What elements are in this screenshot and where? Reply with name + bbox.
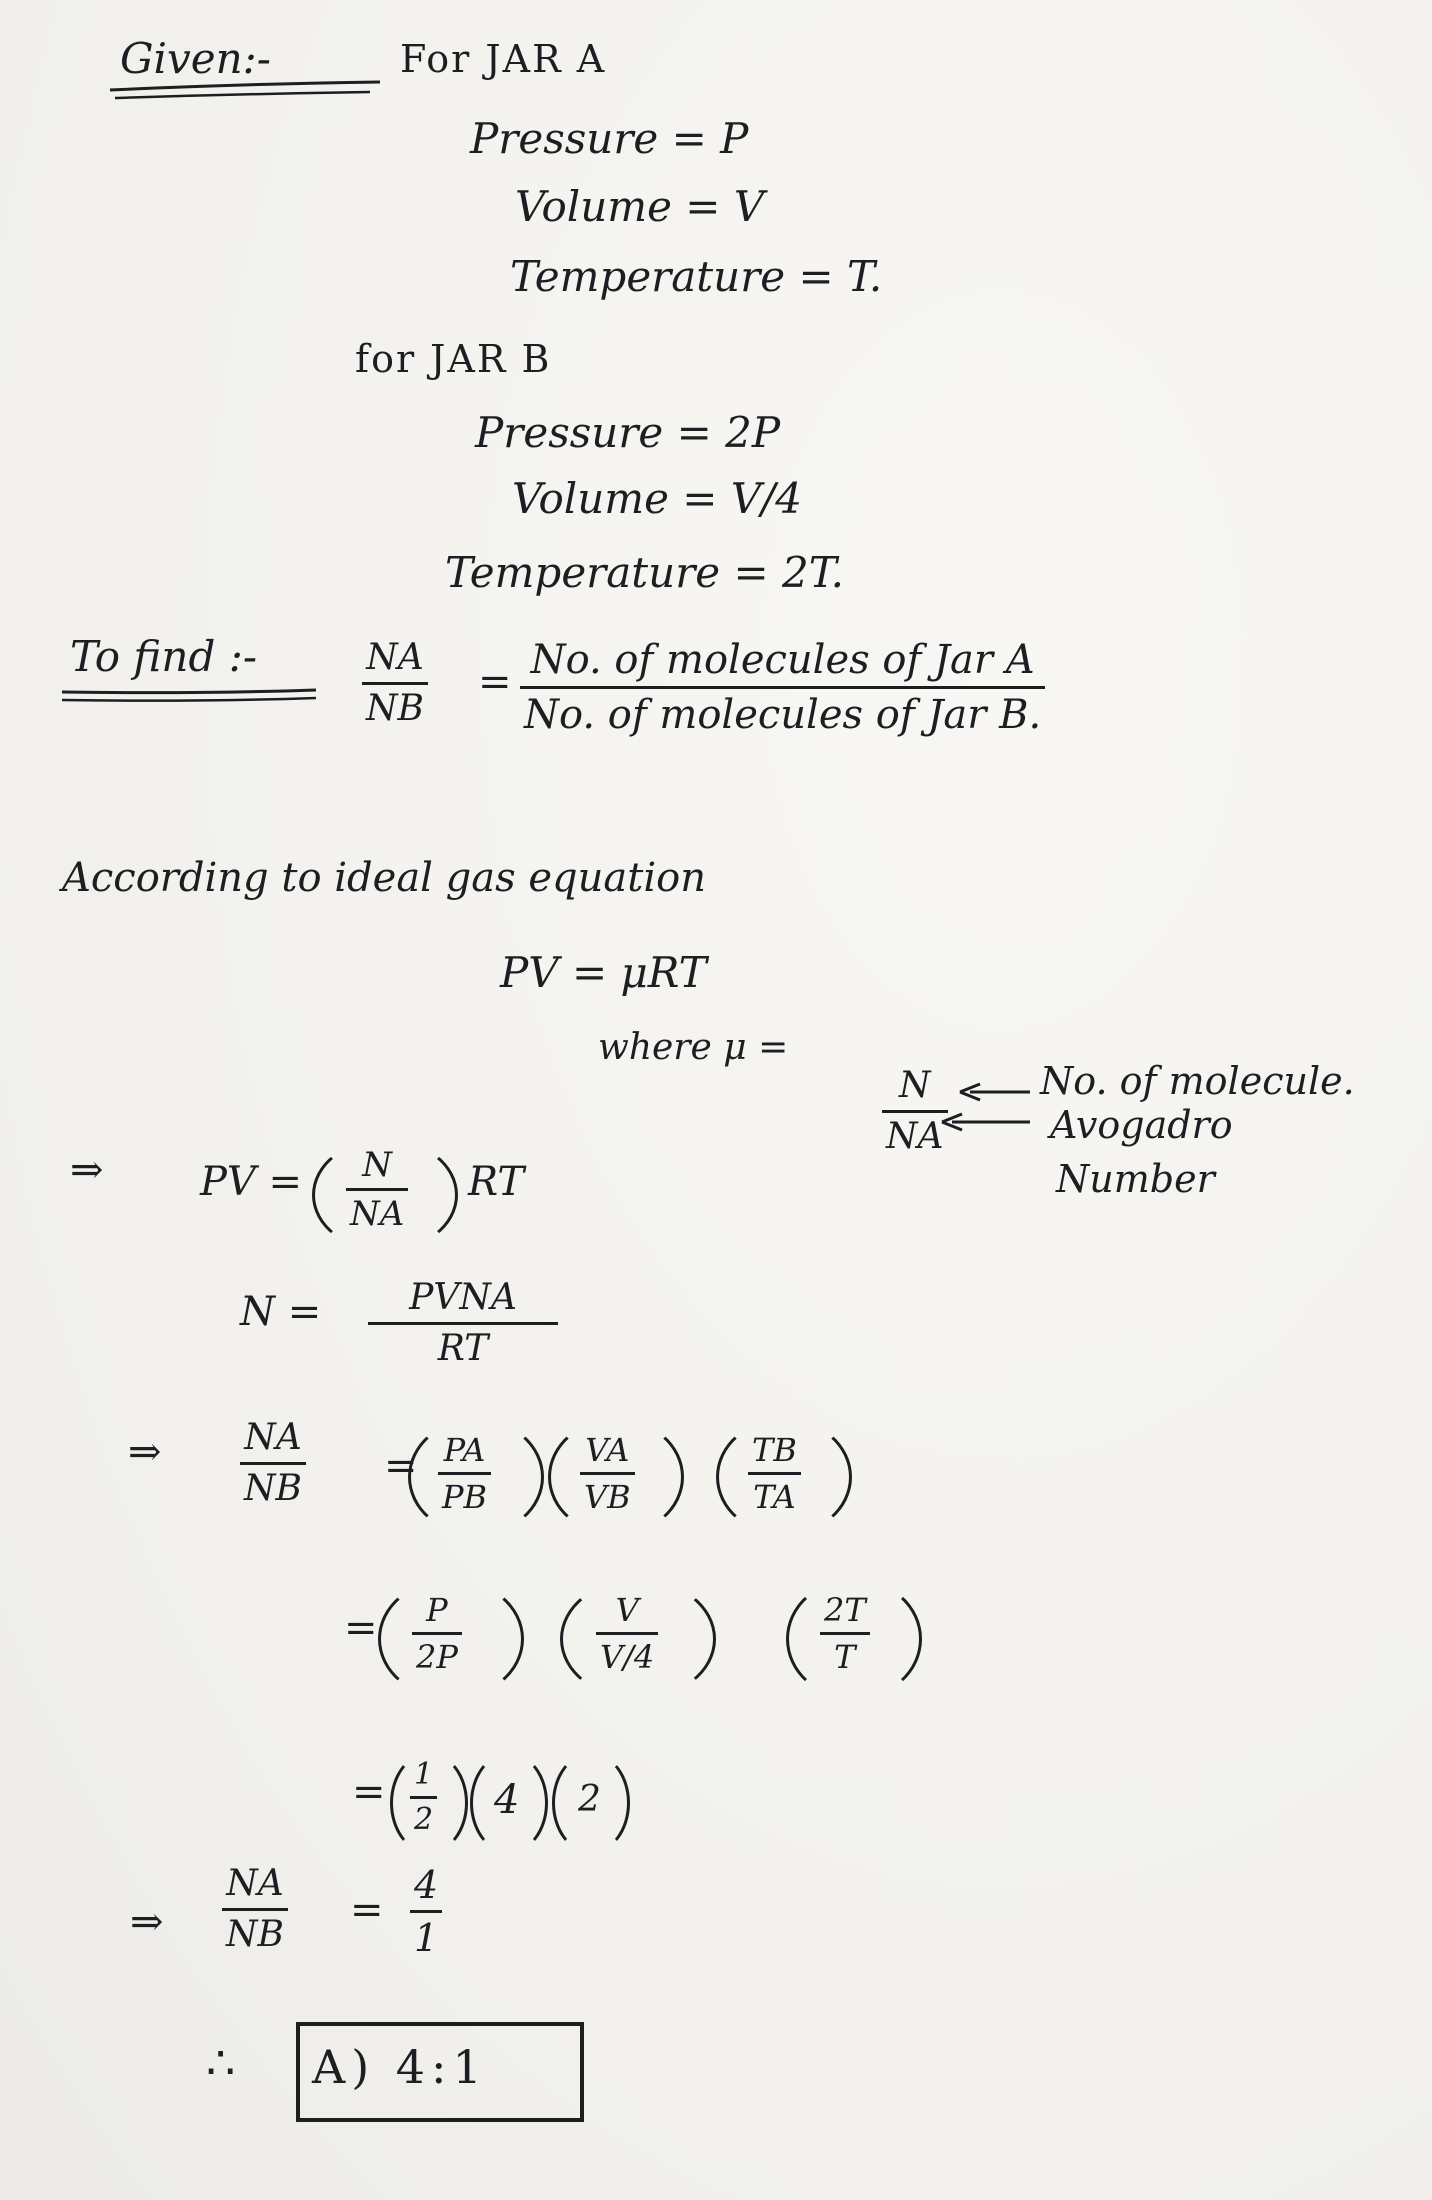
pv-den: NA — [350, 1194, 405, 1234]
half-fraction — [410, 1757, 437, 1837]
to-find-underline-1 — [62, 690, 316, 693]
arrow-3: ⇒ — [130, 1899, 164, 1945]
s-v-fraction — [596, 1591, 658, 1676]
s-v-num: V — [615, 1591, 639, 1629]
to-find-lhs-fraction — [362, 637, 428, 729]
jar-b-volume: Volume = V/4 — [512, 474, 803, 523]
to-find-rhs-den: No. of molecules of Jar B. — [524, 692, 1042, 738]
n-fraction — [368, 1277, 558, 1369]
result-fraction — [410, 1863, 442, 1960]
n-num: PVNA — [409, 1277, 517, 1318]
pv-num: N — [362, 1145, 393, 1185]
jar-a-pressure: Pressure = P — [470, 114, 749, 163]
note-molecules: No. of molecule. — [1040, 1059, 1355, 1103]
t-den: TA — [753, 1478, 796, 1516]
to-find-underline-2 — [62, 698, 316, 701]
two-value: 2 — [578, 1779, 601, 1820]
jar-b-heading: for JAR B — [355, 337, 552, 381]
pv-rhs: RT — [468, 1159, 525, 1205]
s-p-num: P — [426, 1591, 448, 1629]
pv-fraction — [346, 1145, 408, 1234]
note-avogadro: Avogadro — [1050, 1103, 1233, 1147]
jar-a-volume: Volume = V — [515, 182, 765, 231]
ratio-fraction — [240, 1417, 306, 1509]
final-fraction — [222, 1863, 288, 1955]
ratio-den: NB — [244, 1468, 302, 1509]
jar-b-pressure: Pressure = 2P — [475, 408, 781, 457]
v-fraction — [580, 1431, 635, 1516]
p-num: PA — [443, 1431, 486, 1469]
v-den: VB — [584, 1478, 631, 1516]
final-num: NA — [226, 1863, 284, 1904]
s-v-den: V/4 — [600, 1638, 655, 1676]
s-t-num: 2T — [824, 1591, 866, 1629]
given-label: Given:- — [120, 34, 271, 83]
mu-den: NA — [886, 1116, 944, 1157]
s-t-den: T — [834, 1638, 856, 1676]
half-num: 1 — [414, 1757, 434, 1792]
mu-num: N — [899, 1065, 931, 1106]
numeric-equals: = — [352, 1769, 386, 1815]
result-den: 1 — [414, 1916, 439, 1960]
ratio-equals: = — [384, 1443, 418, 1489]
given-underline-1 — [110, 82, 380, 90]
to-find-lhs-den: NB — [366, 688, 424, 729]
note-number: Number — [1056, 1157, 1215, 1201]
v-num: VA — [585, 1431, 630, 1469]
mu-fraction — [882, 1065, 948, 1157]
s-t-fraction — [820, 1591, 870, 1676]
ideal-gas-intro: According to ideal gas equation — [62, 855, 706, 901]
n-den: RT — [437, 1328, 489, 1369]
half-den: 2 — [414, 1802, 434, 1837]
to-find-label: To find :- — [70, 632, 258, 681]
ratio-num: NA — [244, 1417, 302, 1458]
final-equals: = — [350, 1887, 384, 1933]
t-fraction — [748, 1431, 801, 1516]
to-find-equals: = — [478, 659, 512, 705]
four-value: 4 — [494, 1777, 520, 1823]
s-p-den: 2P — [416, 1638, 458, 1676]
to-find-rhs-num: No. of molecules of Jar A — [530, 637, 1035, 683]
given-underline-2 — [115, 92, 370, 98]
p-fraction — [438, 1431, 491, 1516]
n-lhs: N = — [240, 1289, 322, 1335]
arrow-2: ⇒ — [128, 1429, 162, 1475]
p-den: PB — [442, 1478, 488, 1516]
t-num: TB — [752, 1431, 797, 1469]
answer-text: A) 4:1 — [312, 2040, 488, 2094]
final-den: NB — [226, 1914, 284, 1955]
to-find-lhs-num: NA — [366, 637, 424, 678]
arrow-1: ⇒ — [70, 1147, 106, 1193]
ideal-gas-equation: PV = μRT — [500, 948, 707, 997]
result-num: 4 — [414, 1863, 439, 1907]
therefore-symbol: ∴ — [206, 2036, 236, 2090]
mu-where: where μ = — [598, 1027, 789, 1068]
s-p-fraction — [412, 1591, 462, 1676]
to-find-rhs-fraction — [520, 637, 1045, 738]
pv-lhs: PV = — [200, 1159, 303, 1205]
jar-b-temperature: Temperature = 2T. — [445, 548, 844, 597]
jar-a-temperature: Temperature = T. — [510, 252, 883, 301]
jar-a-heading: For JAR A — [400, 37, 607, 81]
subst-equals: = — [344, 1605, 378, 1651]
